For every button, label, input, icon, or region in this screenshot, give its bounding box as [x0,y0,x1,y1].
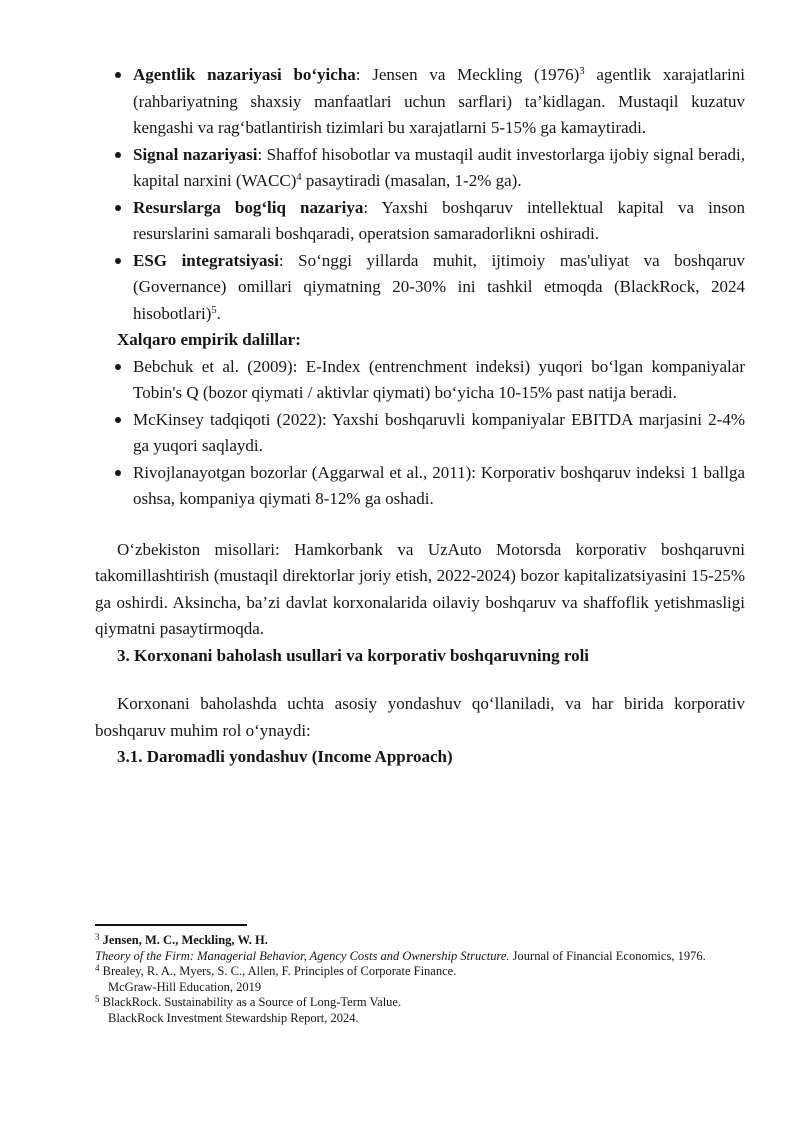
document-body [95,62,745,771]
footnote-line2: McGraw-Hill Education, 2019 [108,979,262,994]
bullet-text-pre: : So‘nggi yillarda muhit, ijtimoiy mas'uliyat va boshqaruv (Governance) omillari qiymatning 20-30% ini tashkil etmoqda (BlackRock, 2024 hisobotlari) [133,250,745,323]
bullet-icon [115,417,121,423]
bullet-icon [115,364,121,370]
theory-bullet-item-signal [95,142,745,195]
footnote-separator [95,924,247,926]
bullet-icon [115,258,121,264]
footnote-ref-superscript: 4 [296,172,302,183]
footnote-line2: BlackRock Investment Stewardship Report, 2024. [108,1010,359,1025]
paragraph-valuation-intro: Korxonani baholashda uchta asosiy yondashuv qo‘llaniladi, va har birida korporativ boshqaruv muhim rol o‘ynaydi: [95,694,745,740]
bullet-icon [115,152,121,158]
theory-bullet-list [95,62,745,327]
footnote-jensen [95,933,745,964]
theory-bullet-item-esg [95,248,745,328]
theory-bullet-item-resource [95,195,745,248]
empirical-bullet-item-bebchuk [95,354,745,407]
footnote-ref-superscript: 5 [211,304,217,316]
footnote-blackrock [95,995,745,1026]
footnote-title-italic: Theory of the Firm: Managerial Behavior, Agency Costs and Ownership Structure. [95,948,510,963]
footnote-source: Journal of Financial Economics, 1976. [509,948,706,963]
bullet-icon [115,205,121,211]
paragraph-uzbekistan-examples: O‘zbekiston misollari: Hamkorbank va UzAuto Motorsda korporativ boshqaruvni takomillashtirish (mustaqil direktorlar joriy etish, 2022-2024) bozor kapitalizatsiyasini 15-25% ga oshirdi. Aksincha, ba’zi davlat korxonalarida oilaviy boshqaruv va shaffoflik yetishmasligi qiymatni pasaytirmoqda. [95,539,745,638]
footnote-authors-bold: Jensen, M. C., Meckling, W. H. [102,933,268,947]
empirical-bullet-list [95,354,745,513]
bullet-icon [115,72,121,78]
theory-bullet-item-agency [95,62,745,142]
bullet-text-pre: : Yaxshi boshqaruv intellektual kapital va inson resurslarini samarali boshqaradi, operatsion samaradorlikni oshiradi. [133,197,746,243]
bullet-text: McKinsey tadqiqoti (2022): Yaxshi boshqaruvli kompaniyalar EBITDA marjasini 2-4% ga yuqori saqlaydi. [133,409,745,455]
bullet-text-post: . [216,303,221,323]
bullet-lead-bold: ESG integratsiyasi [133,250,279,270]
section-heading-valuation-methods: 3. Korxonani baholash usullari va korporativ boshqaruvning roli [117,645,590,665]
bullet-icon [115,470,121,476]
footnotes-section [95,924,745,1026]
footnote-line1: Brealey, R. A., Myers, S. C., Allen, F. Principles of Corporate Finance. [102,964,457,978]
footnote-line1: BlackRock. Sustainability as a Source of Long-Term Value. [102,995,402,1009]
footnote-number: 4 [95,963,100,973]
footnote-number: 3 [95,932,100,942]
empirical-bullet-item-emerging-markets [95,460,745,513]
bullet-lead-bold: Resurslarga bog‘liq nazariya [133,197,364,217]
footnote-ref-superscript: 3 [579,66,585,77]
empirical-bullet-item-mckinsey [95,407,745,460]
bullet-text-post: pasaytiradi (masalan, 1-2% ga). [301,171,522,190]
bullet-text-post: agentlik xarajatlarini (rahbariyatning shaxsiy manfaatlari uchun sarflari) ta’kidlagan. Mustaqil kuzatuv kengashi va rag‘batlantirish tizimlari bu xarajatlarni 5-15% ga kamaytiradi. [133,65,745,137]
bullet-lead-bold: Signal nazariyasi [133,144,258,164]
bullet-text-pre: : Jensen va Meckling (1976) [355,65,580,84]
subsection-heading-income-approach: 3.1. Daromadli yondashuv (Income Approach) [117,747,453,766]
footnote-brealey [95,964,745,995]
section-heading-empirical: Xalqaro empirik dalillar: [117,330,301,349]
bullet-text-pre: : Shaffof hisobotlar va mustaqil audit investorlarga ijobiy signal beradi, kapital narxini (WACC) [133,144,746,190]
footnote-number: 5 [95,994,100,1004]
bullet-text: Bebchuk et al. (2009): E-Index (entrenchment indeksi) yuqori bo‘lgan kompaniyalar Tobin's Q (bozor qiymati / aktivlar qiymati) bo‘yicha 10-15% past natija beradi. [133,356,745,402]
bullet-lead-bold: Agentlik nazariyasi bo‘yicha [133,65,356,84]
bullet-text: Rivojlanayotgan bozorlar (Aggarwal et al., 2011): Korporativ boshqaruv indeksi 1 ballga oshsa, kompaniya qiymati 8-12% ga oshadi. [133,462,745,508]
